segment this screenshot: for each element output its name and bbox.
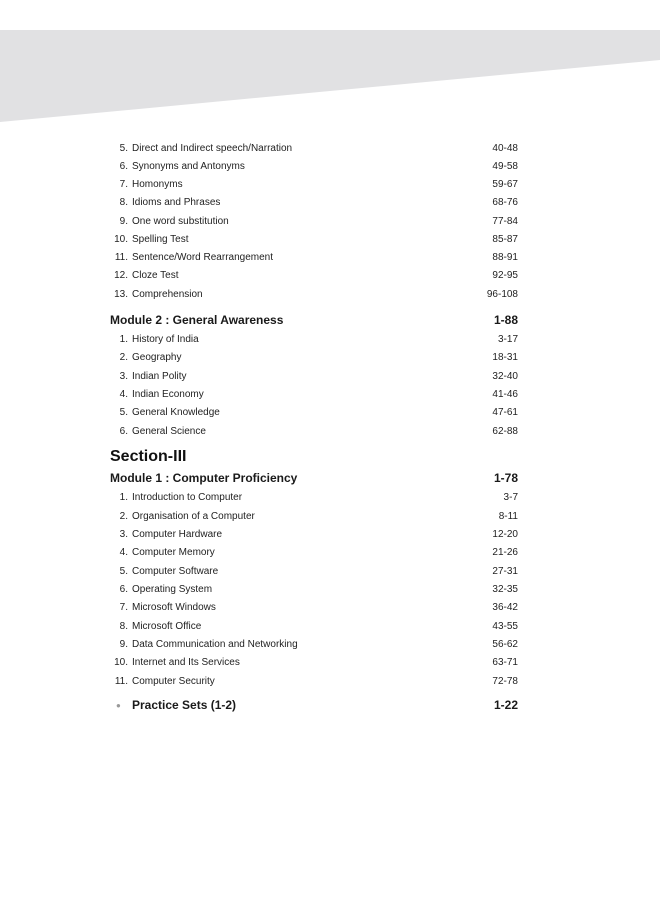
item-number: 8. <box>119 196 128 208</box>
item-title: Computer Memory <box>132 546 215 558</box>
item-pages: 47-61 <box>492 406 518 418</box>
item-pages: 40-48 <box>492 142 518 154</box>
item-number: 5. <box>119 565 128 577</box>
item-number: 6. <box>119 583 128 595</box>
item-pages: 85-87 <box>492 233 518 245</box>
item-number: 10. <box>114 233 128 245</box>
item-pages: 56-62 <box>492 638 518 650</box>
module-title: Module 2 : General Awareness <box>110 313 284 327</box>
item-title: Operating System <box>132 583 213 595</box>
item-number: 3. <box>119 528 128 540</box>
toc-row[interactable] <box>108 543 518 561</box>
item-title: Microsoft Office <box>132 620 202 632</box>
toc-row[interactable] <box>108 580 518 598</box>
item-number: 9. <box>119 215 128 227</box>
toc-row[interactable] <box>108 330 518 348</box>
item-number: 9. <box>119 638 128 650</box>
module-pages: 1-88 <box>493 313 518 327</box>
item-pages: 32-40 <box>492 370 518 382</box>
item-pages: 21-26 <box>492 546 518 558</box>
module-pages: 1-78 <box>493 471 518 485</box>
item-number: 5. <box>119 142 128 154</box>
item-title: Cloze Test <box>132 269 179 281</box>
toc-row[interactable] <box>108 385 518 403</box>
toc-row[interactable] <box>108 525 518 543</box>
toc-row[interactable] <box>108 653 518 671</box>
toc-row[interactable] <box>108 507 518 525</box>
item-title: Homonyms <box>132 178 183 190</box>
practice-sets-entry[interactable] <box>116 695 518 715</box>
toc-row[interactable] <box>108 348 518 366</box>
item-pages: 63-71 <box>492 656 518 668</box>
toc-row[interactable] <box>108 175 518 193</box>
item-title: Data Communication and Networking <box>132 638 298 650</box>
item-pages: 59-67 <box>492 178 518 190</box>
item-number: 7. <box>119 178 128 190</box>
toc-row[interactable] <box>108 212 518 230</box>
item-title: Synonyms and Antonyms <box>132 160 245 172</box>
item-number: 3. <box>119 370 128 382</box>
item-pages: 32-35 <box>492 583 518 595</box>
item-number: 1. <box>119 491 128 503</box>
item-pages: 27-31 <box>492 565 518 577</box>
item-number: 11. <box>114 675 128 687</box>
item-pages: 36-42 <box>492 601 518 613</box>
item-title: One word substitution <box>132 215 229 227</box>
item-title: General Science <box>132 425 206 437</box>
practice-pages: 1-22 <box>493 698 518 712</box>
toc-row[interactable] <box>108 562 518 580</box>
toc-row[interactable] <box>108 157 518 175</box>
header-band-shape <box>0 30 660 122</box>
toc-row[interactable] <box>108 139 518 157</box>
bullet-icon: ● <box>116 700 121 710</box>
item-pages: 8-11 <box>498 510 518 522</box>
toc-row[interactable] <box>108 617 518 635</box>
item-pages: 49-58 <box>492 160 518 172</box>
item-number: 8. <box>119 620 128 632</box>
toc-row[interactable] <box>108 285 518 303</box>
toc-row[interactable] <box>108 230 518 248</box>
item-title: Computer Hardware <box>132 528 223 540</box>
item-number: 2. <box>119 510 128 522</box>
toc-row[interactable] <box>108 266 518 284</box>
toc-row[interactable] <box>108 488 518 506</box>
toc-row[interactable] <box>108 367 518 385</box>
item-pages: 18-31 <box>492 351 518 363</box>
toc-row[interactable] <box>108 248 518 266</box>
item-title: Comprehension <box>132 288 203 300</box>
item-pages: 43-55 <box>492 620 518 632</box>
module-title: Module 1 : Computer Proficiency <box>110 471 298 485</box>
item-number: 4. <box>119 546 128 558</box>
item-title: Idioms and Phrases <box>132 196 221 208</box>
item-number: 5. <box>119 406 128 418</box>
item-title: Computer Security <box>132 675 215 687</box>
header-band <box>0 0 660 130</box>
item-title: Internet and Its Services <box>132 656 240 668</box>
toc-row[interactable] <box>108 672 518 690</box>
section-heading: Section-III <box>110 448 187 465</box>
item-pages: 72-78 <box>492 675 518 687</box>
item-number: 4. <box>119 388 128 400</box>
item-title: Indian Economy <box>132 388 204 400</box>
item-title: Organisation of a Computer <box>132 510 255 522</box>
item-number: 12. <box>114 269 128 281</box>
toc-row[interactable] <box>108 193 518 211</box>
item-title: Direct and Indirect speech/Narration <box>132 142 293 154</box>
item-title: History of India <box>132 333 199 345</box>
item-pages: 77-84 <box>492 215 518 227</box>
module-heading[interactable] <box>110 468 518 488</box>
item-pages: 92-95 <box>492 269 518 281</box>
toc-row[interactable] <box>108 635 518 653</box>
item-pages: 88-91 <box>492 251 518 263</box>
item-number: 1. <box>119 333 128 345</box>
item-pages: 12-20 <box>492 528 518 540</box>
practice-title: Practice Sets (1-2) <box>132 698 237 712</box>
item-pages: 96-108 <box>486 288 518 300</box>
toc-row[interactable] <box>108 422 518 440</box>
toc-row[interactable] <box>108 598 518 616</box>
item-pages: 3-17 <box>497 333 518 345</box>
item-title: Spelling Test <box>132 233 189 245</box>
item-title: Geography <box>132 351 182 363</box>
toc-row[interactable] <box>108 403 518 421</box>
item-title: Computer Software <box>132 565 219 577</box>
module-heading[interactable] <box>110 310 518 330</box>
item-title: General Knowledge <box>132 406 220 418</box>
item-title: Introduction to Computer <box>132 491 243 503</box>
item-number: 13. <box>114 288 128 300</box>
item-number: 7. <box>119 601 128 613</box>
item-title: Microsoft Windows <box>132 601 216 613</box>
item-number: 6. <box>119 160 128 172</box>
item-number: 6. <box>119 425 128 437</box>
item-title: Sentence/Word Rearrangement <box>132 251 274 263</box>
item-number: 10. <box>114 656 128 668</box>
item-pages: 62-88 <box>492 425 518 437</box>
item-title: Indian Polity <box>132 370 187 382</box>
item-pages: 41-46 <box>492 388 518 400</box>
item-number: 2. <box>119 351 128 363</box>
item-pages: 3-7 <box>503 491 518 503</box>
item-pages: 68-76 <box>492 196 518 208</box>
item-number: 11. <box>114 251 128 263</box>
